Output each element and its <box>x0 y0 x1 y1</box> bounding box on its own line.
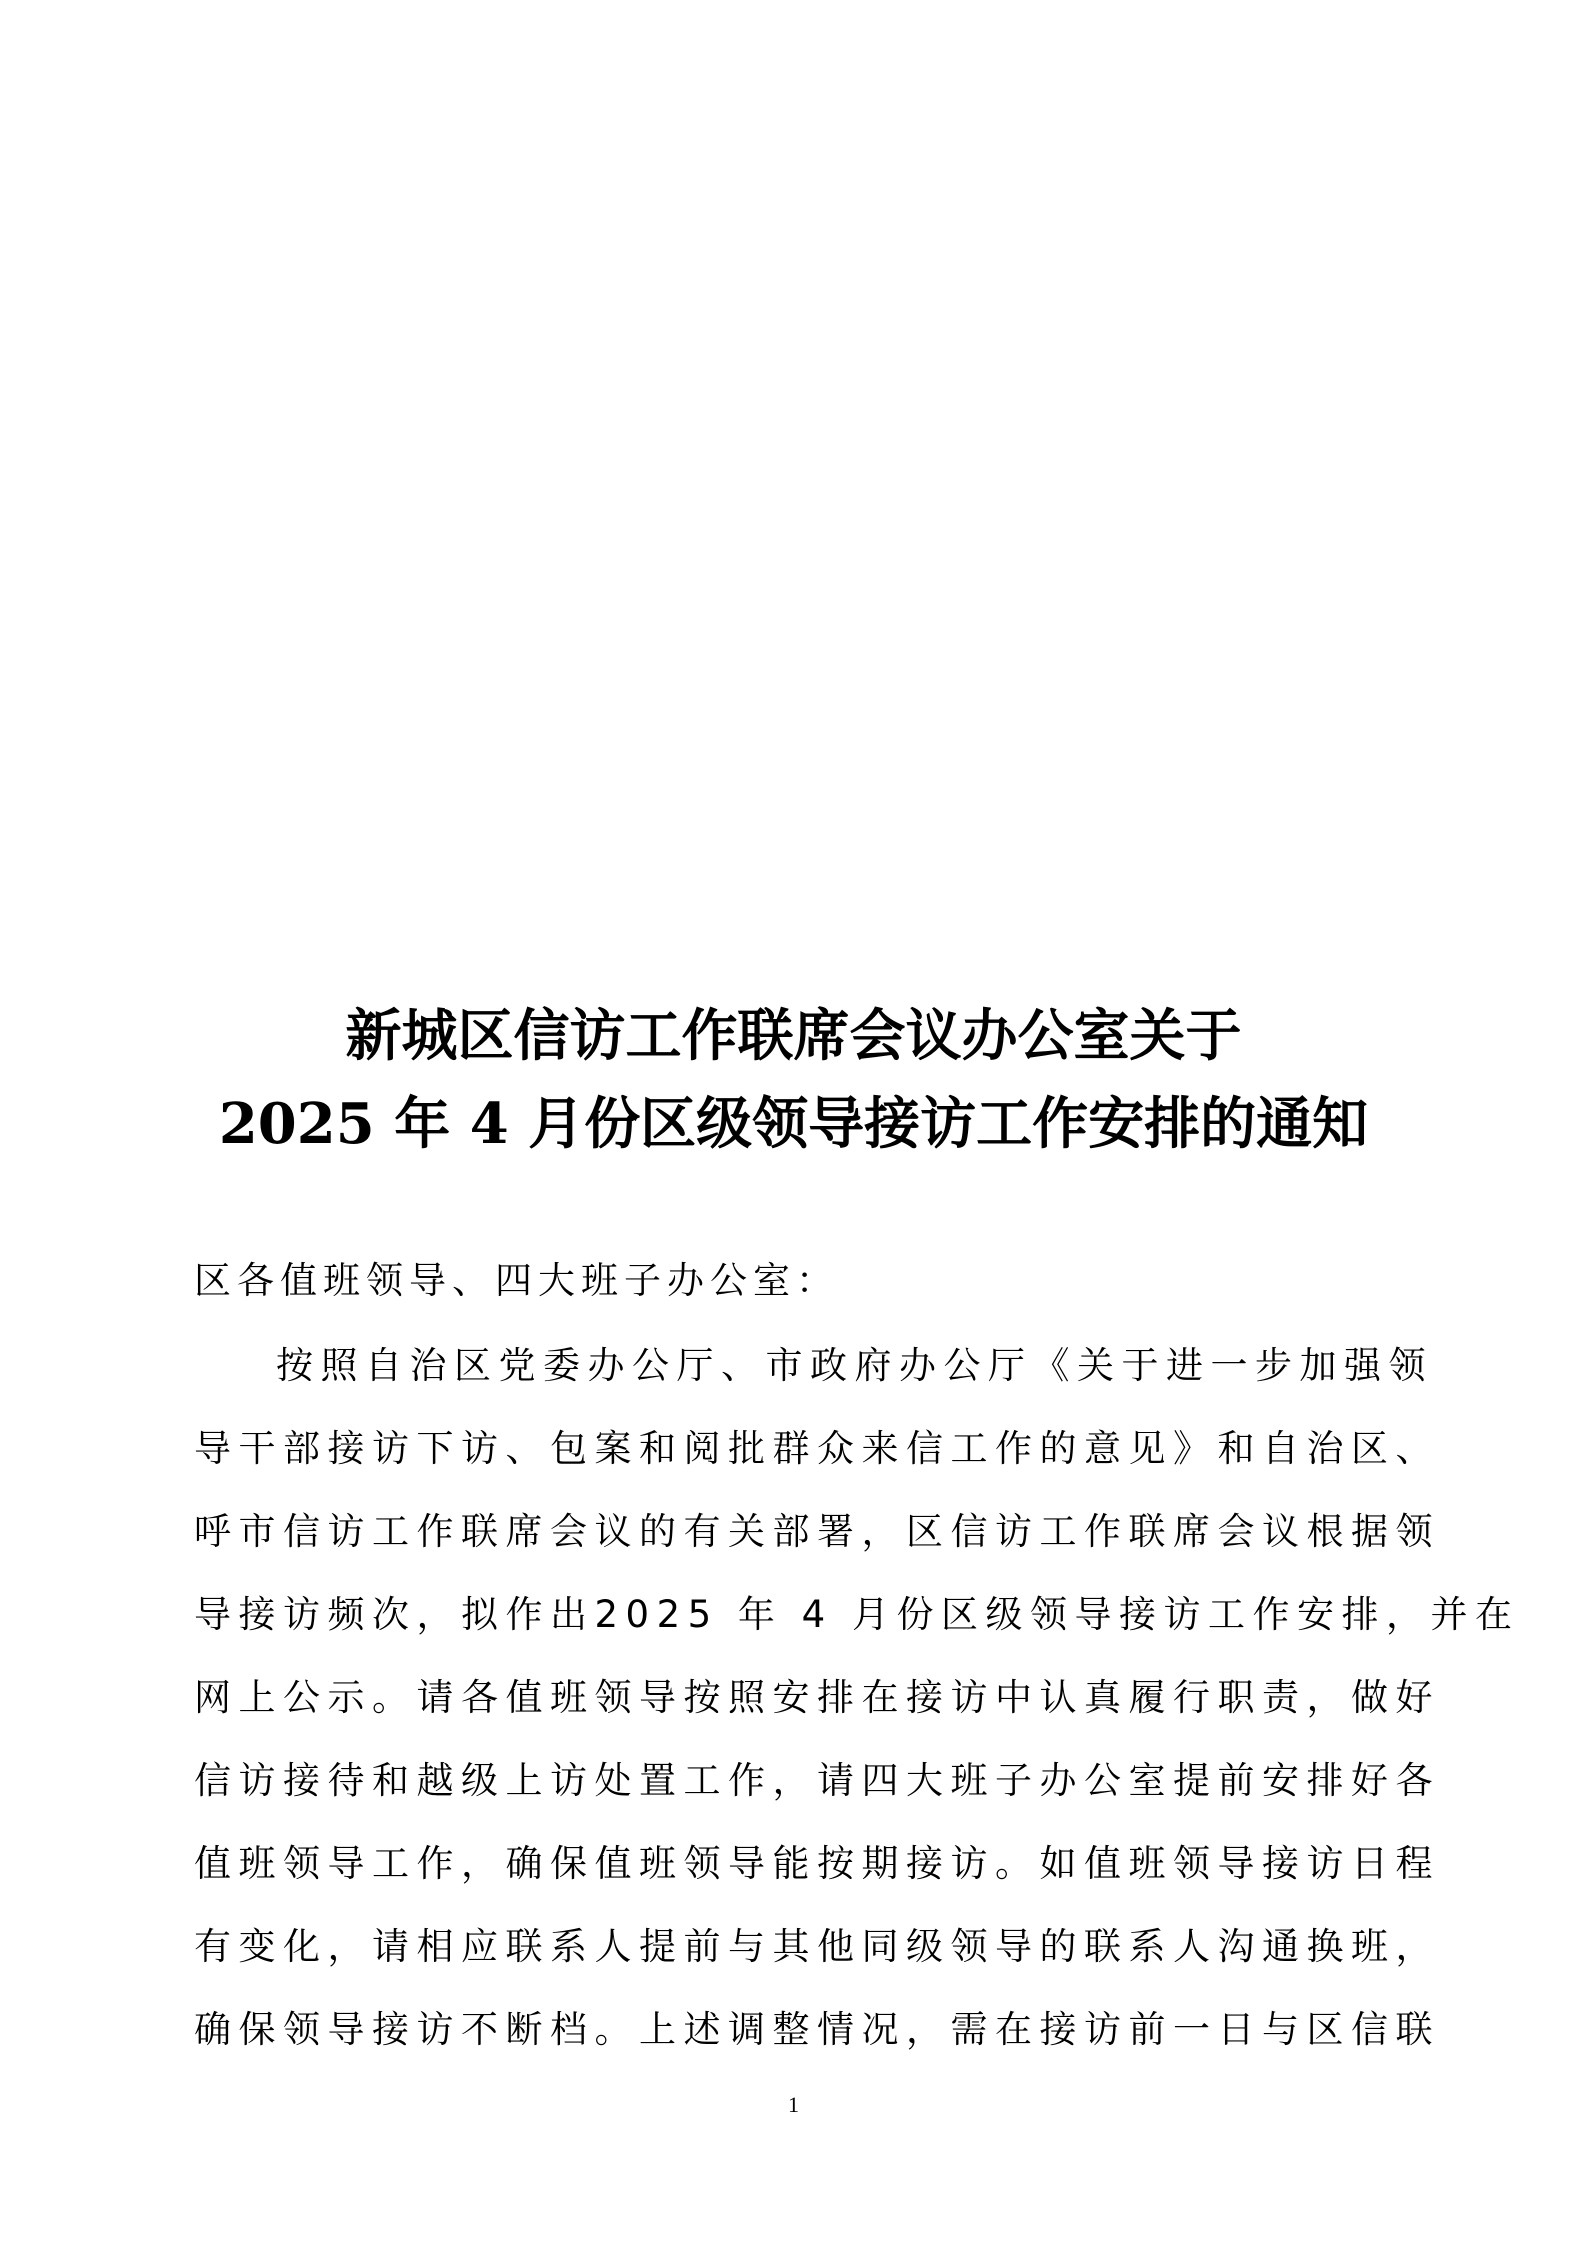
body-line: 确保领导接访不断档。上述调整情况，需在接访前一日与区信联 <box>194 2008 1440 2051</box>
body-line: 网上公示。请各值班领导按照安排在接访中认真履行职责，做好 <box>194 1676 1440 1719</box>
document-title-line-2: 2025 年 4 月份区级领导接访工作安排的通知 <box>218 1091 1369 1157</box>
document-title-line-1: 新城区信访工作联席会议办公室关于 <box>345 1003 1242 1069</box>
body-line: 导干部接访下访、包案和阅批群众来信工作的意见》和自治区、 <box>194 1427 1440 1470</box>
body-line: 信访接待和越级上访处置工作，请四大班子办公室提前安排好各 <box>194 1759 1440 1802</box>
body-line: 呼市信访工作联席会议的有关部署，区信访工作联席会议根据领 <box>194 1510 1440 1553</box>
body-line: 按照自治区党委办公厅、市政府办公厅《关于进一步加强领 <box>276 1344 1433 1387</box>
body-line: 值班领导工作，确保值班领导能按期接访。如值班领导接访日程 <box>194 1842 1440 1885</box>
salutation: 区各值班领导、四大班子办公室： <box>194 1259 839 1302</box>
body-line: 导接访频次，拟作出2025 年 4 月份区级领导接访工作安排，并在 <box>194 1593 1520 1636</box>
body-line: 有变化，请相应联系人提前与其他同级领导的联系人沟通换班， <box>194 1925 1440 1968</box>
page-number: 1 <box>788 2092 799 2117</box>
